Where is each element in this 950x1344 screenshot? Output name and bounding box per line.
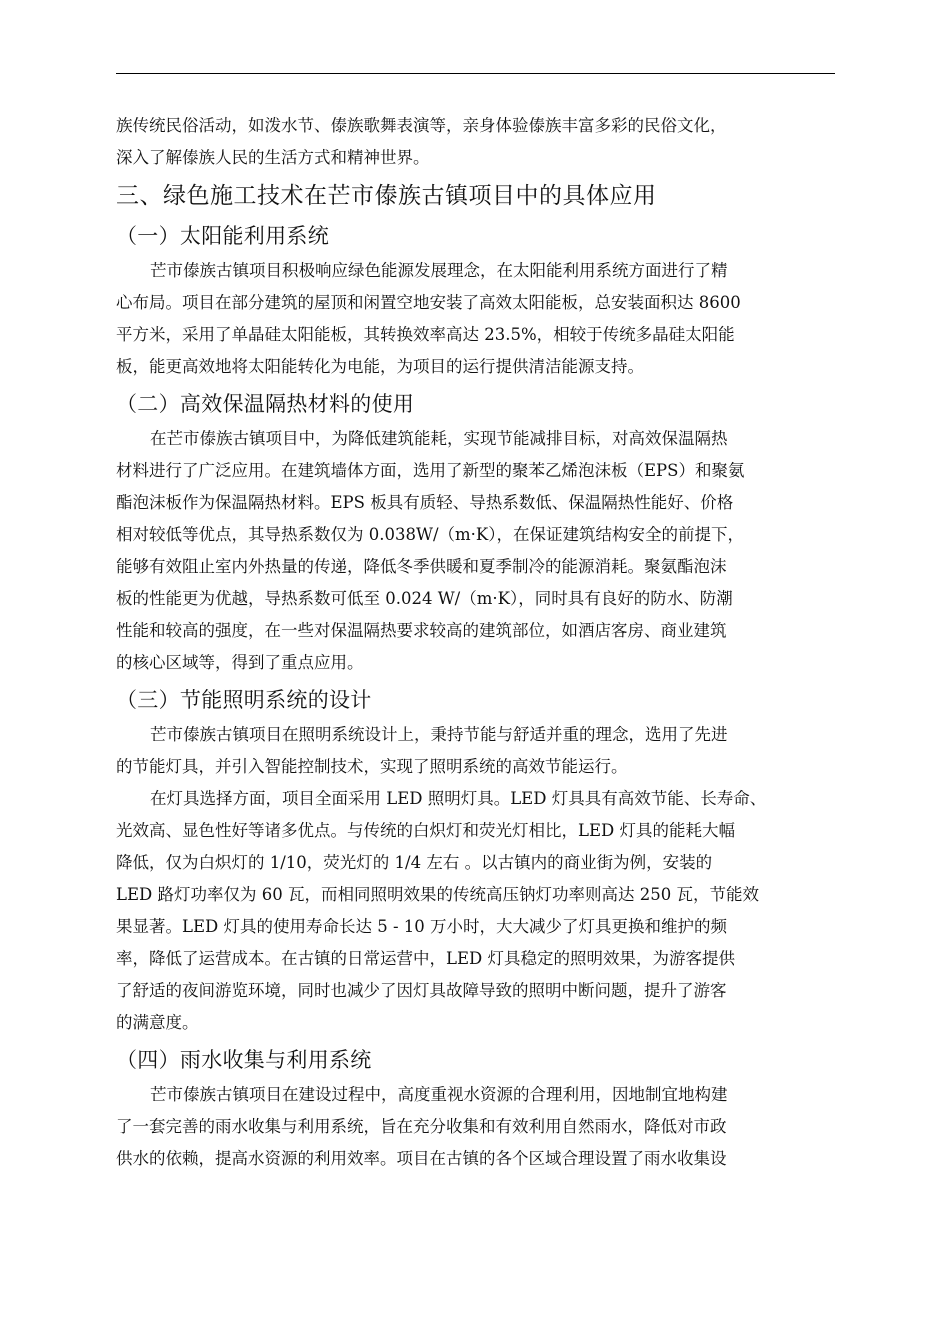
paragraph-line: 相对较低等优点，其导热系数仅为 0.038W/（m·K），在保证建筑结构安全的前提下，: [116, 525, 744, 544]
paragraph-line: 材料进行了广泛应用。在建筑墙体方面，选用了新型的聚苯乙烯泡沫板（EPS）和聚氨: [116, 461, 745, 480]
intro-line: 深入了解傣族人民的生活方式和精神世界。: [116, 148, 430, 167]
subsection-heading-insulation: （二）高效保温隔热材料的使用: [116, 392, 415, 416]
paragraph-line: 平方米，采用了单晶硅太阳能板，其转换效率高达 23.5%，相较于传统多晶硅太阳能: [116, 325, 735, 344]
paragraph-line: 芒市傣族古镇项目在照明系统设计上，秉持节能与舒适并重的理念，选用了先进: [150, 725, 728, 744]
paragraph-line: 果显著。LED 灯具的使用寿命长达 5 - 10 万小时，大大减少了灯具更换和维护的频: [116, 917, 728, 936]
paragraph-line: 的节能灯具，并引入智能控制技术，实现了照明系统的高效节能运行。: [116, 757, 628, 776]
subsection-heading-solar: （一）太阳能利用系统: [116, 224, 329, 248]
paragraph-line: 了一套完善的雨水收集与利用系统，旨在充分收集和有效利用自然雨水，降低对市政: [116, 1117, 727, 1136]
paragraph-line: 性能和较高的强度，在一些对保温隔热要求较高的建筑部位，如酒店客房、商业建筑: [116, 621, 727, 640]
intro-line: 族传统民俗活动，如泼水节、傣族歌舞表演等，亲身体验傣族丰富多彩的民俗文化，: [116, 116, 727, 135]
paragraph-line: 芒市傣族古镇项目在建设过程中，高度重视水资源的合理利用，因地制宜地构建: [150, 1085, 728, 1104]
header-rule: [116, 73, 835, 74]
paragraph-line: 心布局。项目在部分建筑的屋顶和闲置空地安装了高效太阳能板，总安装面积达 8600: [116, 293, 741, 312]
paragraph-line: LED 路灯功率仅为 60 瓦，而相同照明效果的传统高压钠灯功率则高达 250 瓦，节能效: [116, 885, 759, 904]
paragraph-line: 的满意度。: [116, 1013, 199, 1032]
paragraph-line: 光效高、显色性好等诸多优点。与传统的白炽灯和荧光灯相比，LED 灯具的能耗大幅: [116, 821, 735, 840]
paragraph-line: 酯泡沫板作为保温隔热材料。EPS 板具有质轻、导热系数低、保温隔热性能好、价格: [116, 493, 734, 512]
page-body: [116, 110, 835, 1175]
paragraph-line: 率，降低了运营成本。在古镇的日常运营中，LED 灯具稳定的照明效果，为游客提供: [116, 949, 735, 968]
paragraph-line: 了舒适的夜间游览环境，同时也减少了因灯具故障导致的照明中断问题，提升了游客: [116, 981, 727, 1000]
section-title: 三、绿色施工技术在芒市傣族古镇项目中的具体应用: [116, 183, 657, 209]
paragraph-line: 芒市傣族古镇项目积极响应绿色能源发展理念，在太阳能利用系统方面进行了精: [150, 261, 728, 280]
paragraph-line: 供水的依赖，提高水资源的利用效率。项目在古镇的各个区域合理设置了雨水收集设: [116, 1149, 727, 1168]
paragraph-line: 板，能更高效地将太阳能转化为电能，为项目的运行提供清洁能源支持。: [116, 357, 644, 376]
paragraph-line: 板的性能更为优越，导热系数可低至 0.024 W/（m·K），同时具有良好的防水、防潮: [116, 589, 733, 608]
paragraph-line: 能够有效阻止室内外热量的传递，降低冬季供暖和夏季制冷的能源消耗。聚氨酯泡沫: [116, 557, 727, 576]
paragraph-line: 降低，仅为白炽灯的 1/10，荧光灯的 1/4 左右 。以古镇内的商业街为例，安装的: [116, 853, 713, 872]
paragraph-line: 在芒市傣族古镇项目中，为降低建筑能耗，实现节能减排目标，对高效保温隔热: [150, 429, 728, 448]
subsection-heading-lighting: （三）节能照明系统的设计: [116, 688, 372, 712]
paragraph-line: 在灯具选择方面，项目全面采用 LED 照明灯具。LED 灯具具有高效节能、长寿命、: [150, 789, 767, 808]
subsection-heading-rainwater: （四）雨水收集与利用系统: [116, 1048, 372, 1072]
paragraph-line: 的核心区域等，得到了重点应用。: [116, 653, 364, 672]
